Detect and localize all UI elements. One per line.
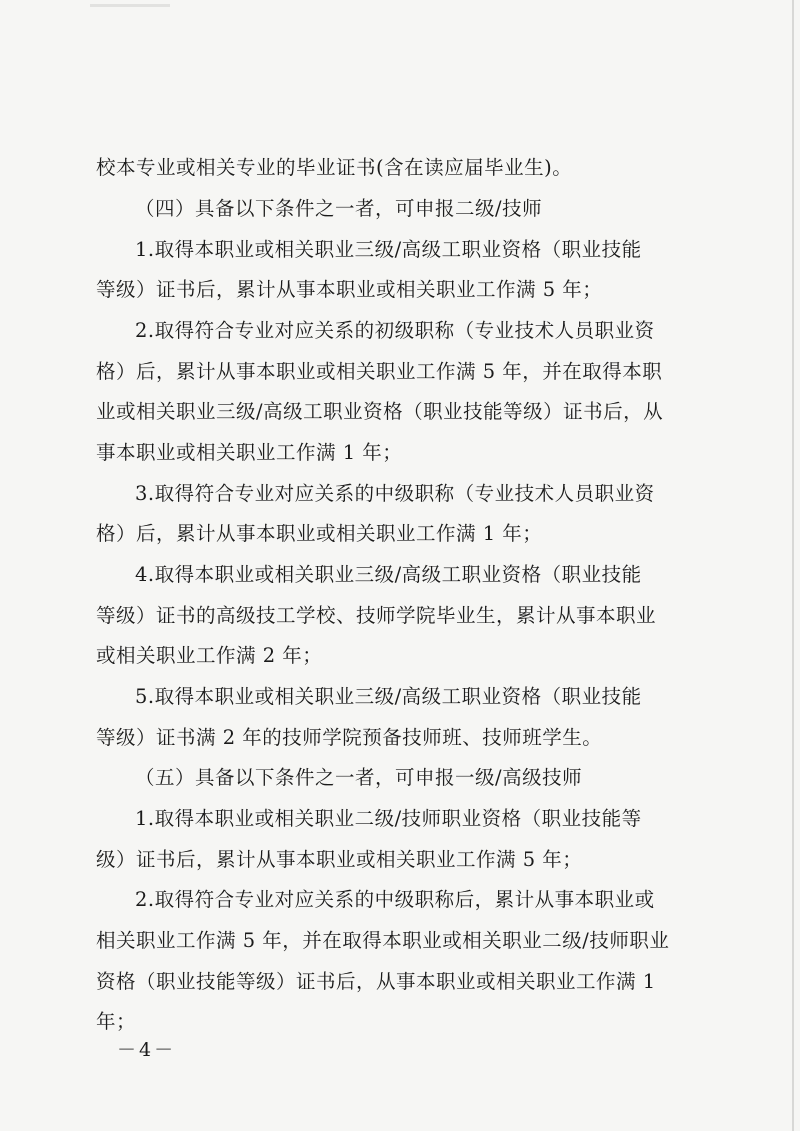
text-line: 等级）证书后，累计从事本职业或相关职业工作满 5 年； <box>96 278 603 301</box>
text-line: 2.取得符合专业对应关系的中级职称后，累计从事本职业或 <box>135 888 655 911</box>
text-line: 年； <box>96 1010 137 1033</box>
page-number: －4－ <box>117 1039 177 1061</box>
text-line: 相关职业工作满 5 年，并在取得本职业或相关职业二级/技师职业 <box>96 929 670 952</box>
text-line: 等级）证书的高级技工学校、技师学院毕业生，累计从事本职业 <box>96 604 657 627</box>
text-line-continuation: 校本专业或相关专业的毕业证书(含在读应届毕业生)。 <box>96 156 573 179</box>
text-line: 1.取得本职业或相关职业二级/技师职业资格（职业技能等 <box>135 807 642 830</box>
text-line: 3.取得符合专业对应关系的中级职称（专业技术人员职业资 <box>135 482 655 505</box>
section-heading-five: （五）具备以下条件之一者，可申报一级/高级技师 <box>135 766 583 789</box>
text-line: 5.取得本职业或相关职业三级/高级工职业资格（职业技能 <box>135 685 642 708</box>
text-line: 格）后，累计从事本职业或相关职业工作满 1 年； <box>96 522 543 545</box>
text-line: 或相关职业工作满 2 年； <box>96 644 323 667</box>
text-line: 格）后，累计从事本职业或相关职业工作满 5 年，并在取得本职 <box>96 360 663 383</box>
text-line: 等级）证书满 2 年的技师学院预备技师班、技师班学生。 <box>96 726 603 749</box>
text-line: 1.取得本职业或相关职业三级/高级工职业资格（职业技能 <box>135 238 642 261</box>
text-line: 2.取得符合专业对应关系的初级职称（专业技术人员职业资 <box>135 319 655 342</box>
scan-mark <box>90 4 170 7</box>
text-line: 业或相关职业三级/高级工职业资格（职业技能等级）证书后，从 <box>96 400 664 423</box>
text-line: 资格（职业技能等级）证书后，从事本职业或相关职业工作满 1 <box>96 970 656 993</box>
text-line: 级）证书后，累计从事本职业或相关职业工作满 5 年； <box>96 848 583 871</box>
section-heading-four: （四）具备以下条件之一者，可申报二级/技师 <box>135 197 543 220</box>
text-line: 4.取得本职业或相关职业三级/高级工职业资格（职业技能 <box>135 563 642 586</box>
text-line: 事本职业或相关职业工作满 1 年； <box>96 441 403 464</box>
scan-edge <box>792 0 794 1131</box>
